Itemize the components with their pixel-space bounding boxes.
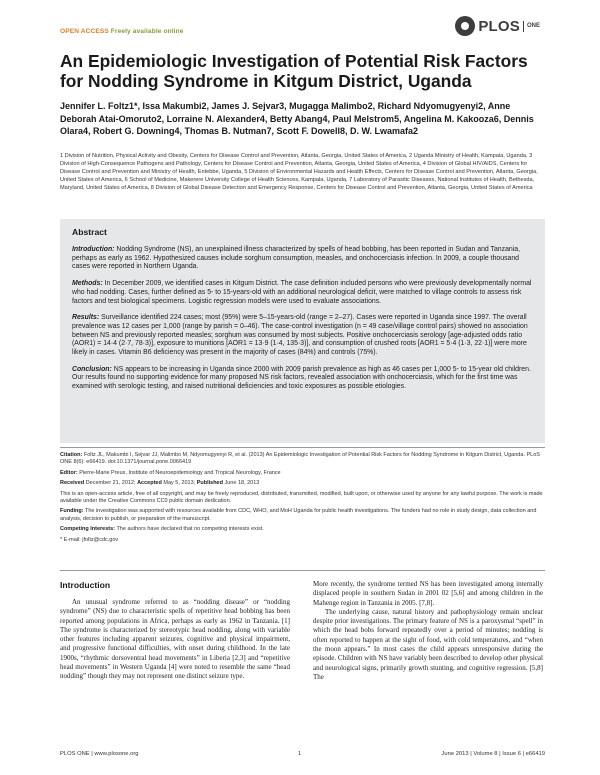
abstract-box xyxy=(60,219,545,443)
intro-paragraph: More recently, the syndrome termed NS has been investigated among internally displaced people in southern Sudan in 2001 02 [5,6] and among children in the Mahenge region in Tanzania in 2005. [7,8]. xyxy=(313,580,543,607)
abstract-heading: Abstract xyxy=(72,227,107,237)
open-access-text: OPEN ACCESS xyxy=(60,28,109,35)
dates xyxy=(60,480,545,487)
funding xyxy=(60,508,545,523)
intro-paragraph: An unusual syndrome referred to as “nodding disease” or “nodding syndrome” (NS) due to characteristic spells of repetitive head bobbing has been reported among populations in Africa, perhaps as early as 1962 in Tanzania. [1] The syndrome is characterized by stereotypic head nodding, along with variable other features including apparent seizures, cognitive and physical impairment, and progressive functional difficulties, with onset during childhood. In the late 1900s, “rhythmic dorsoventral head movements” in Liberia [2,3] and “repetitive head movements” in Western Uganda [4] were noted to resemble the same “head nodding” though they may not represent one distinct seizure type. xyxy=(60,598,290,681)
logo-sub: ONE xyxy=(526,23,540,29)
accepted-label: Accepted xyxy=(137,480,162,487)
affiliations: 1 Division of Nutrition, Physical Activity and Obesity, Centers for Disease Control and Prevention, Atlanta, Georgia, United States of America, 2 Uganda Ministry of Health, Kampala, Uganda, 3 Division of High-Consequence Pathogens and Pathology, Centers for Disease Control and Prevention, Atlanta, Georgia, United States of America, 4 Division of Global HIV/AIDS, Centers for Disease Control and Prevention and Ministry of Health, Entebbe, Uganda, 5 Division of Environmental Hazards and Health Effects, Centers for Disease Control and Prevention, Atlanta, Georgia, United States of America, 6 School of Medicine, Makerere University College of Health Sciences, Kampala, Uganda, 7 Laboratory of Parasitic Diseases, National Institutes of Health, Bethesda, Maryland, United States of America, 8 Division of Global Disease Detection and Emergency Response, Centers for Disease Control and Prevention, Atlanta, Georgia, United States of America xyxy=(60,153,538,192)
abstract-label: Methods: xyxy=(72,280,103,288)
body-column-left xyxy=(60,598,290,682)
abstract-introduction xyxy=(72,246,533,272)
editor-text: Pierre-Marie Preux, Institute of Neuroepidemiology and Tropical Neurology, France xyxy=(77,469,281,476)
abstract-methods xyxy=(72,280,533,306)
funding-text: The investigation was supported with resources available from CDC, WHO, and MoH Uganda for public health investigations. The funders had no role in study design, data collection and analysis, decision to publish, or preparation of the manuscript. xyxy=(60,508,537,522)
open-access-label xyxy=(60,28,183,35)
freely-available-text: Freely available online xyxy=(110,28,184,35)
plos-one-logo xyxy=(455,16,540,36)
logo-divider xyxy=(523,21,524,32)
published-date: June 18, 2013 xyxy=(222,480,260,487)
editor-label: Editor: xyxy=(60,469,78,476)
introduction-heading: Introduction xyxy=(60,580,111,590)
citation xyxy=(60,452,545,467)
article-metadata xyxy=(60,452,545,547)
published-label: Published xyxy=(196,480,223,487)
abstract-text: Nodding Syndrome (NS), an unexplained illness characterized by spells of head bobbing, has been reported in Sudan and Tanzania, perhaps as early as 1962. Hypothesized causes include sorghum consumption, measles, and onchocerciasis infection. In 2009, a couple thousand cases were reported in Northern Uganda. xyxy=(72,246,521,271)
abstract-results xyxy=(72,314,533,358)
abstract-label: Conclusion: xyxy=(72,365,112,373)
body-column-right xyxy=(313,580,543,682)
license: This is an open-access article, free of all copyright, and may be freely reproduced, distributed, transmitted, modified, built upon, or otherwise used by anyone for any lawful purpose. The work is made available under the Creative Commons CC0 public domain dedication. xyxy=(60,490,543,505)
journal-header xyxy=(60,17,540,40)
intro-paragraph: The underlying cause, natural history and pathophysiology remain unclear despite prior investigations. The primary feature of NS is a paroxysmal “spell” in which the head bobs forward repeatedly over a period of minutes; nodding is often reported to happen at the sight of food, with cold temperatures, and “when the moon appears.” In most cases the child appears unresponsive during the episode. Children with NS have variably been described to develop other physical and neurological signs, primarily growth stunting, and cognitive regression. [5,8] The xyxy=(313,607,543,681)
corresponding-email: * E-mail: jfoltz@cdc.gov xyxy=(60,536,119,543)
editor xyxy=(60,470,545,477)
page-number: 1 xyxy=(298,751,302,757)
divider xyxy=(60,570,545,571)
funding-label: Funding: xyxy=(60,508,84,515)
competing-interests xyxy=(60,526,545,533)
competing-label: Competing Interests: xyxy=(60,526,116,533)
citation-label: Citation: xyxy=(60,452,83,458)
footer-issue: June 2013 | Volume 8 | Issue 6 | e66419 xyxy=(441,751,545,757)
citation-text: Foltz JL, Makumbi I, Sejvar JJ, Malimbo M, Ndyomugyenyi R, et al. (2013) An Epidemiologic Investigation of Potential Risk Factors for Nodding Syndrome in Kitgum District, Uganda. PLoS ONE 8(6): e66419. doi:10.1371/journal.pone.0066419 xyxy=(60,452,540,466)
abstract-label: Introduction: xyxy=(72,246,115,253)
competing-text: The authors have declared that no competing interests exist. xyxy=(115,526,264,533)
abstract-text: Surveillance identified 224 cases; most (95%) were 5–15-years-old (range = 2–27). Cases were reported in Uganda since 1997. The overall prevalence was 12 cases per 1,000 (range by parish = 0–46). The case-control investigation (n = 49 case/village control pairs) showed no association between NS and previously reported measles; sorghum was consumed by most subjects. Positive onchocerciasis serology [age-adjusted odds ratio (AOR1) = 14·4 (2·7, 78·3)], exposure to munitions [AOR1 = 13·9 (1·4, 135·3)], and consumption of crushed roots [AOR1 = 5·4 (1·3, 22·1)] were more likely in cases. Vitamin B6 deficiency was present in the majority of cases (84%) and controls (75%). xyxy=(72,314,528,357)
plos-logo-icon xyxy=(455,16,475,36)
logo-text: PLOS xyxy=(478,17,520,35)
divider xyxy=(60,447,545,448)
abstract-conclusion xyxy=(72,366,533,392)
received-label: Received xyxy=(60,480,85,487)
article-title: An Epidemiologic Investigation of Potential Risk Factors for Nodding Syndrome in Kitgum District, Uganda xyxy=(60,51,528,91)
abstract-text: In December 2009, we identified cases in Kitgum District. The case definition included persons who were previously developmentally normal who had nodding. Cases, further defined as 5- to 15-years-old with an additional neurological deficit, were matched to village controls to assess risk factors and test biological specimens. Logistic regression models were used to evaluate associations. xyxy=(72,280,532,305)
accepted-date: May 5, 2013; xyxy=(161,480,197,487)
abstract-label: Results: xyxy=(72,314,100,322)
abstract-text: NS appears to be increasing in Uganda since 2000 with 2009 parish prevalence as high as 46 cases per 1,000 5- to 15-year old children. Our results found no supporting evidence for many proposed NS risk factors, revealed association with onchocerciasis, which for the first time was examined with serologic testing, and raised nutritional deficiencies and toxic exposures as possible etiologies. xyxy=(72,365,531,391)
footer-journal: PLOS ONE | www.plosone.org xyxy=(60,751,139,757)
received-date: December 21, 2012; xyxy=(84,480,138,487)
author-list: Jennifer L. Foltz1*, Issa Makumbi2, James J. Sejvar3, Mugagga Malimbo2, Richard Ndyomugyenyi2, Anne Deborah Atai-Omoruto2, Lorraine N. Alexander4, Betty Abang4, Paul Melstrom5, Angelina M. Kakooza6, Dennis Olara4, Robert G. Downing4, Thomas B. Nutman7, Scott F. Dowell8, D. W. Lwamafa2 xyxy=(60,101,534,137)
